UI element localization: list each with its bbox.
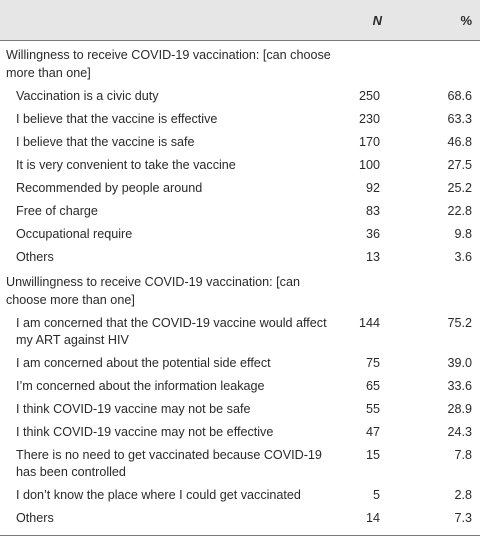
table-body [0,41,480,536]
row-label: I’m concerned about the information leakage [16,379,265,393]
row-percent: 9.8 [454,227,472,241]
row-percent: 63.3 [447,112,472,126]
row-percent: 7.8 [454,448,472,462]
row-percent: 33.6 [447,379,472,393]
row-count: 55 [365,402,380,416]
table-row [0,311,480,351]
table-row [0,506,480,536]
row-count: 144 [358,316,380,330]
table-row [0,107,480,130]
section-header-row [0,268,480,311]
row-label: I am concerned that the COVID-19 vaccine would affect my ART against HIV [16,316,327,347]
table-row [0,397,480,420]
row-label: Others [16,250,54,264]
section-empty-cell [340,41,410,85]
row-count: 100 [358,158,380,172]
row-label: There is no need to get vaccinated because COVID-19 has been controlled [16,448,322,479]
table-row [0,153,480,176]
section-empty-cell [410,41,480,85]
row-count: 65 [365,379,380,393]
header-label [0,0,340,41]
table-header-row [0,0,480,41]
row-percent: 22.8 [447,204,472,218]
row-count: 36 [365,227,380,241]
row-count: 5 [372,488,380,502]
row-count: 75 [365,356,380,370]
table-row [0,374,480,397]
row-percent: 27.5 [447,158,472,172]
section-empty-cell [410,268,480,311]
row-label: I am concerned about the potential side effect [16,356,271,370]
table-row [0,245,480,268]
row-percent: 24.3 [447,425,472,439]
row-count: 83 [365,204,380,218]
row-percent: 39.0 [447,356,472,370]
row-label: I believe that the vaccine is effective [16,112,218,126]
table-row [0,176,480,199]
table-row [0,199,480,222]
table-row [0,420,480,443]
row-label: Others [0,506,340,536]
table-row [0,130,480,153]
row-count: 170 [358,135,380,149]
row-percent: 3.6 [454,250,472,264]
row-label: I believe that the vaccine is safe [16,135,195,149]
row-count: 250 [358,89,380,103]
row-count: 14 [340,506,410,536]
row-label: I think COVID-19 vaccine may not be effective [16,425,274,439]
row-count: 15 [365,448,380,462]
row-percent: 68.6 [447,89,472,103]
row-label: Vaccination is a civic duty [16,89,159,103]
section-title: Willingness to receive COVID-19 vaccination: [can choose more than one] [6,48,331,80]
table-row [0,84,480,107]
row-percent: 25.2 [447,181,472,195]
row-label: I don’t know the place where I could get vaccinated [16,488,301,502]
section-title: Unwillingness to receive COVID-19 vaccination: [can choose more than one] [6,275,300,307]
row-percent: 7.3 [410,506,480,536]
table-row [0,483,480,506]
row-count: 230 [358,112,380,126]
header-n: N [340,0,410,41]
row-label: It is very convenient to take the vaccine [16,158,236,172]
table-row [0,351,480,374]
row-percent: 46.8 [447,135,472,149]
section-empty-cell [340,268,410,311]
row-percent: 28.9 [447,402,472,416]
row-count: 47 [365,425,380,439]
row-label: Occupational require [16,227,133,241]
row-label: Free of charge [16,204,98,218]
table-row [0,222,480,245]
row-count: 92 [365,181,380,195]
row-percent: 75.2 [447,316,472,330]
row-count: 13 [365,250,380,264]
section-header-row [0,41,480,85]
header-pct: % [410,0,480,41]
row-label: I think COVID-19 vaccine may not be safe [16,402,251,416]
row-label: Recommended by people around [16,181,203,195]
table-row [0,443,480,483]
row-percent: 2.8 [454,488,472,502]
